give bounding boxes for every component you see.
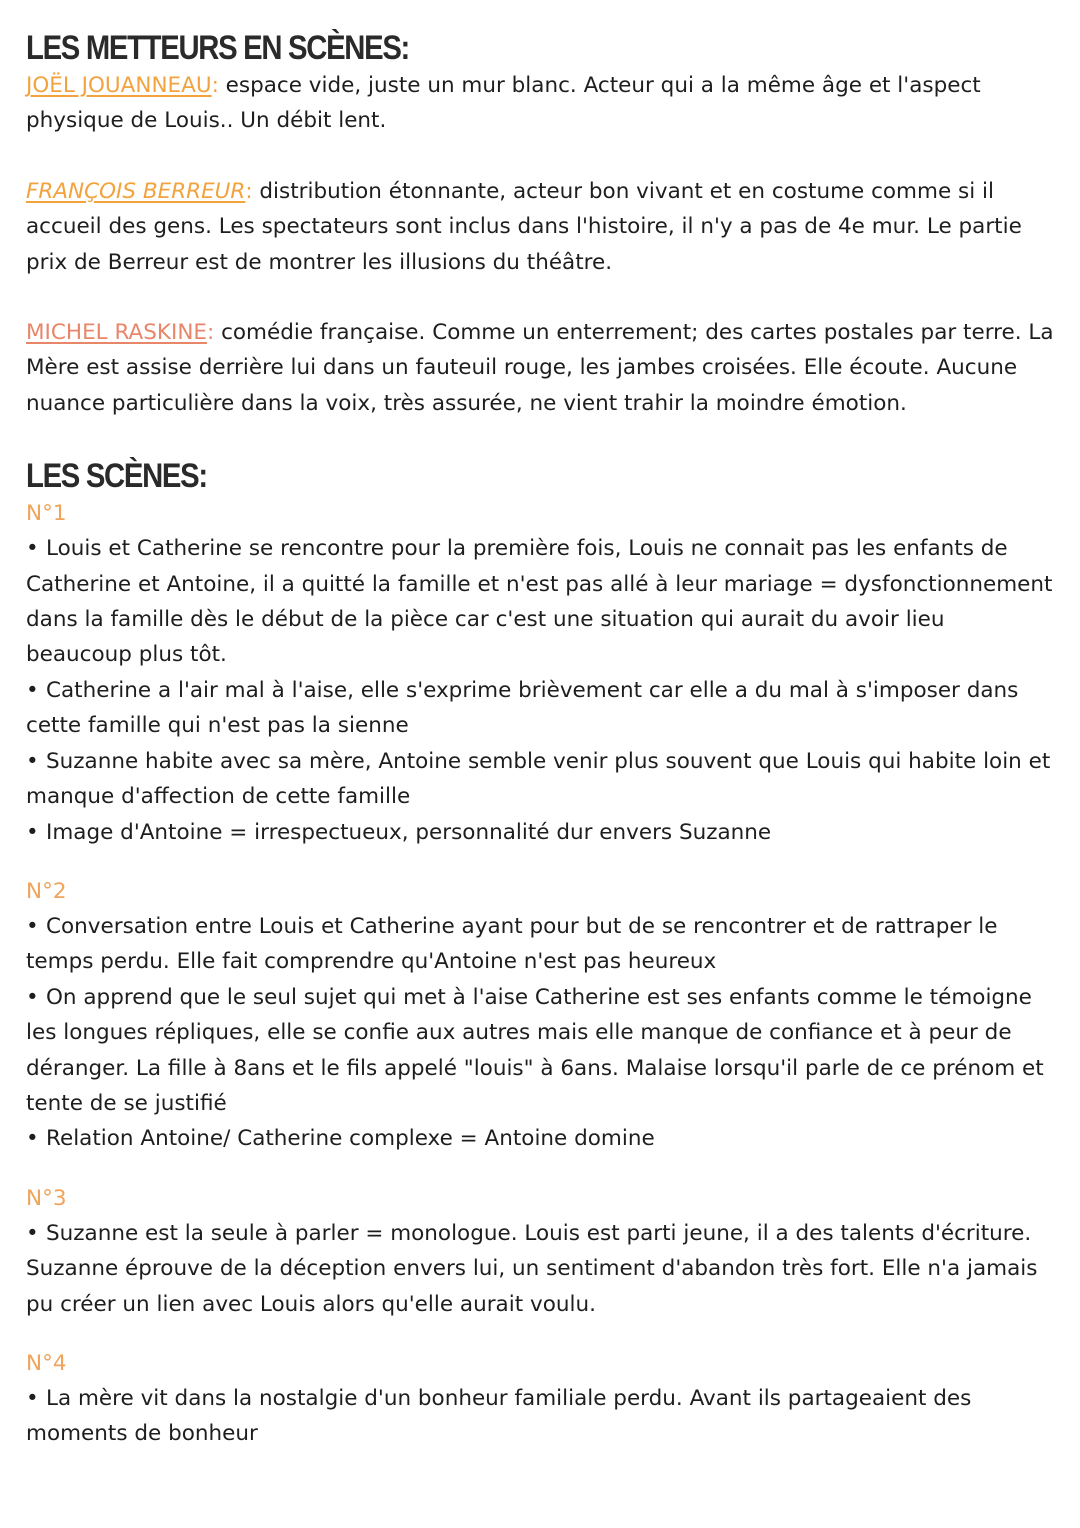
scene-2 — [26, 874, 1056, 1157]
scene-bullet: • Relation Antoine/ Catherine complexe = Antoine domine — [26, 1126, 655, 1152]
scenes-heading: LES SCÈNES: — [26, 457, 207, 496]
bullet-text: Catherine a l'air mal à l'aise, elle s'exprime brièvement car elle a du mal à s'imposer dans cette famille qui n'est pas la sienne — [26, 677, 1019, 739]
director-description: espace vide, juste un mur blanc. Acteur qui a la même âge et l'aspect physique de Louis.. Un débit lent. — [26, 73, 981, 134]
scene-3 — [26, 1181, 1056, 1322]
bullet-text: La mère vit dans la nostalgie d'un bonheur familiale perdu. Avant ils partageaient des moments de bonheur — [26, 1385, 972, 1447]
scene-1 — [26, 496, 1056, 850]
director-jouanneau — [26, 68, 1056, 139]
bullet-text: Suzanne habite avec sa mère, Antoine semble venir plus souvent que Louis qui habite loin et manque d'affection de cette famille — [26, 748, 1051, 810]
director-berreur — [26, 174, 1056, 280]
document-page — [26, 28, 1056, 1452]
scene-bullet: • Louis et Catherine se rencontre pour la première fois, Louis ne connait pas les enfants de Catherine et Antoine, il a quitté la famille et n'est pas allé à leur mariage = dysfonctionnement dans la famille dès le début de la pièce car c'est une situation qui aurait du avoir lieu beaucoup plus tôt. — [26, 536, 1053, 668]
bullet-text: Suzanne est la seule à parler = monologue. Louis est parti jeune, il a des talents d'écriture. Suzanne éprouve de la déception envers lui, un sentiment d'abandon très fort. Elle n'a jamais pu créer un lien avec Louis alors qu'elle aurait voulu. — [26, 1220, 1038, 1317]
director-colon: : — [207, 320, 215, 346]
scene-bullet: • On apprend que le seul sujet qui met à l'aise Catherine est ses enfants comme le témoigne les longues répliques, elle se confie aux autres mais elle manque de confiance et à peur de déranger. La fille à 8ans et le fils appelé "louis" à 6ans. Malaise lorsqu'il parle de ce prénom et tente de se justifié — [26, 984, 1044, 1116]
director-name: MICHEL RASKINE — [26, 320, 207, 346]
director-name: JOËL JOUANNEAU — [26, 73, 212, 98]
scene-number: N°2 — [26, 878, 67, 904]
bullet-text: Relation Antoine/ Catherine complexe = Antoine domine — [46, 1126, 655, 1152]
director-colon: : — [211, 73, 219, 98]
director-name: FRANÇOIS BERREUR — [26, 178, 246, 204]
director-description: distribution étonnante, acteur bon vivant et en costume comme si il accueil des gens. Les spectateurs sont inclus dans l'histoire, il n'y a pas de 4e mur. Le partie prix de Berreur est de montrer les illusions du théâtre. — [26, 178, 1022, 275]
scene-bullet: • Catherine a l'air mal à l'aise, elle s'exprime brièvement car elle a du mal à s'imposer dans cette famille qui n'est pas la sienne — [26, 677, 1019, 739]
directors-heading: LES METTEURS EN SCÈNES: — [26, 29, 409, 67]
director-description: comédie française. Comme un enterrement; des cartes postales par terre. La Mère est assise derrière lui dans un fauteuil rouge, les jambes croisées. Elle écoute. Aucune nuance particulière dans la voix, très assurée, ne vient trahir la moindre émotion. — [26, 320, 1054, 416]
scene-number: N°1 — [26, 501, 67, 527]
scene-bullet: • La mère vit dans la nostalgie d'un bonheur familiale perdu. Avant ils partageaient des moments de bonheur — [26, 1385, 972, 1447]
scene-4 — [26, 1346, 1056, 1452]
director-raskine — [26, 315, 1056, 421]
bullet-text: Louis et Catherine se rencontre pour la première fois, Louis ne connait pas les enfants de Catherine et Antoine, il a quitté la famille et n'est pas allé à leur mariage = dysfonctionnement dans la famille dès le début de la pièce car c'est une situation qui aurait du avoir lieu beaucoup plus tôt. — [26, 536, 1053, 668]
bullet-text: Image d'Antoine = irrespectueux, personnalité dur envers Suzanne — [46, 819, 772, 845]
scene-bullet: • Suzanne habite avec sa mère, Antoine semble venir plus souvent que Louis qui habite loin et manque d'affection de cette famille — [26, 748, 1051, 810]
scene-bullet: • Conversation entre Louis et Catherine ayant pour but de se rencontrer et de rattraper le temps perdu. Elle fait comprendre qu'Antoine n'est pas heureux — [26, 913, 998, 975]
scene-bullet: • Image d'Antoine = irrespectueux, personnalité dur envers Suzanne — [26, 819, 772, 845]
scene-bullet: • Suzanne est la seule à parler = monologue. Louis est parti jeune, il a des talents d'écriture. Suzanne éprouve de la déception envers lui, un sentiment d'abandon très fort. Elle n'a jamais pu créer un lien avec Louis alors qu'elle aurait voulu. — [26, 1220, 1038, 1317]
director-colon: : — [245, 178, 253, 204]
scene-number: N°3 — [26, 1185, 67, 1211]
bullet-text: On apprend que le seul sujet qui met à l'aise Catherine est ses enfants comme le témoigne les longues répliques, elle se confie aux autres mais elle manque de confiance et à peur de déranger. La fille à 8ans et le fils appelé "louis" à 6ans. Malaise lorsqu'il parle de ce prénom et tente de se justifié — [26, 984, 1044, 1116]
bullet-text: Conversation entre Louis et Catherine ayant pour but de se rencontrer et de rattraper le temps perdu. Elle fait comprendre qu'Antoine n'est pas heureux — [26, 913, 998, 975]
scene-number: N°4 — [26, 1350, 67, 1376]
